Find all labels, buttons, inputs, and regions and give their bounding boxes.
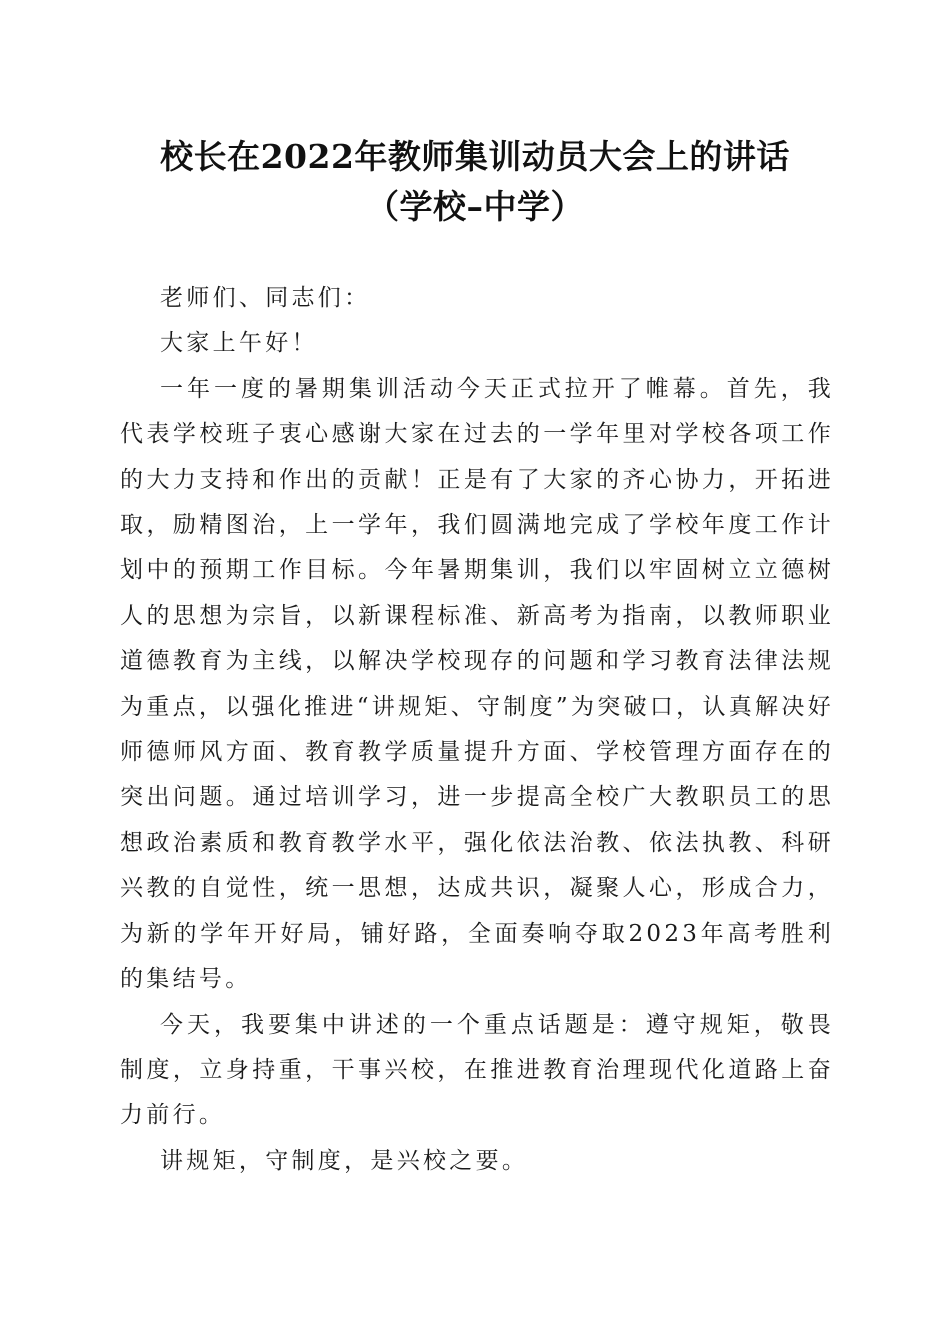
paragraph-greeting: 大家上午好！ xyxy=(160,330,318,357)
document-title xyxy=(60,132,890,232)
paragraph-topic: 今天，我要集中讲述的一个重点话题是：遵守规矩，敬畏制度，立身持重，干事兴校，在推进教育治理现代化道路上奋力前行。 xyxy=(120,1011,834,1129)
title-line-2: （学校–中学） xyxy=(366,187,584,226)
paragraph-salutation: 老师们、同志们： xyxy=(160,285,371,311)
document-body xyxy=(120,276,834,1184)
paragraph-opening: 一年一度的暑期集训活动今天正式拉开了帷幕。首先，我代表学校班子衷心感谢大家在过去的一学年里对学校各项工作的大力支持和作出的贡献！正是有了大家的齐心协力，开拓进取，励精图治，上一学年，我们圆满地完成了学校年度工作计划中的预期工作目标。今年暑期集训，我们以牢固树立立德树人的思想为宗旨，以新课程标准、新高考为指南，以教师职业道德教育为主线，以解决学校现存的问题和学习教育法律法规为重点，以强化推进“讲规矩、守制度”为突破口，认真解决好师德师风方面、教育教学质量提升方面、学校管理方面存在的突出问题。通过培训学习，进一步提高全校广大教职员工的思想政治素质和教育教学水平，强化依法治教、依法执教、科研兴教的自觉性，统一思想，达成共识，凝聚人心，形成合力，为新的学年开好局，铺好路，全面奏响夺取2023年高考胜利的集结号。 xyxy=(120,375,834,993)
title-line-1: 校长在2022年教师集训动员大会上的讲话 xyxy=(160,137,790,176)
paragraph-point: 讲规矩，守制度，是兴校之要。 xyxy=(160,1147,529,1174)
